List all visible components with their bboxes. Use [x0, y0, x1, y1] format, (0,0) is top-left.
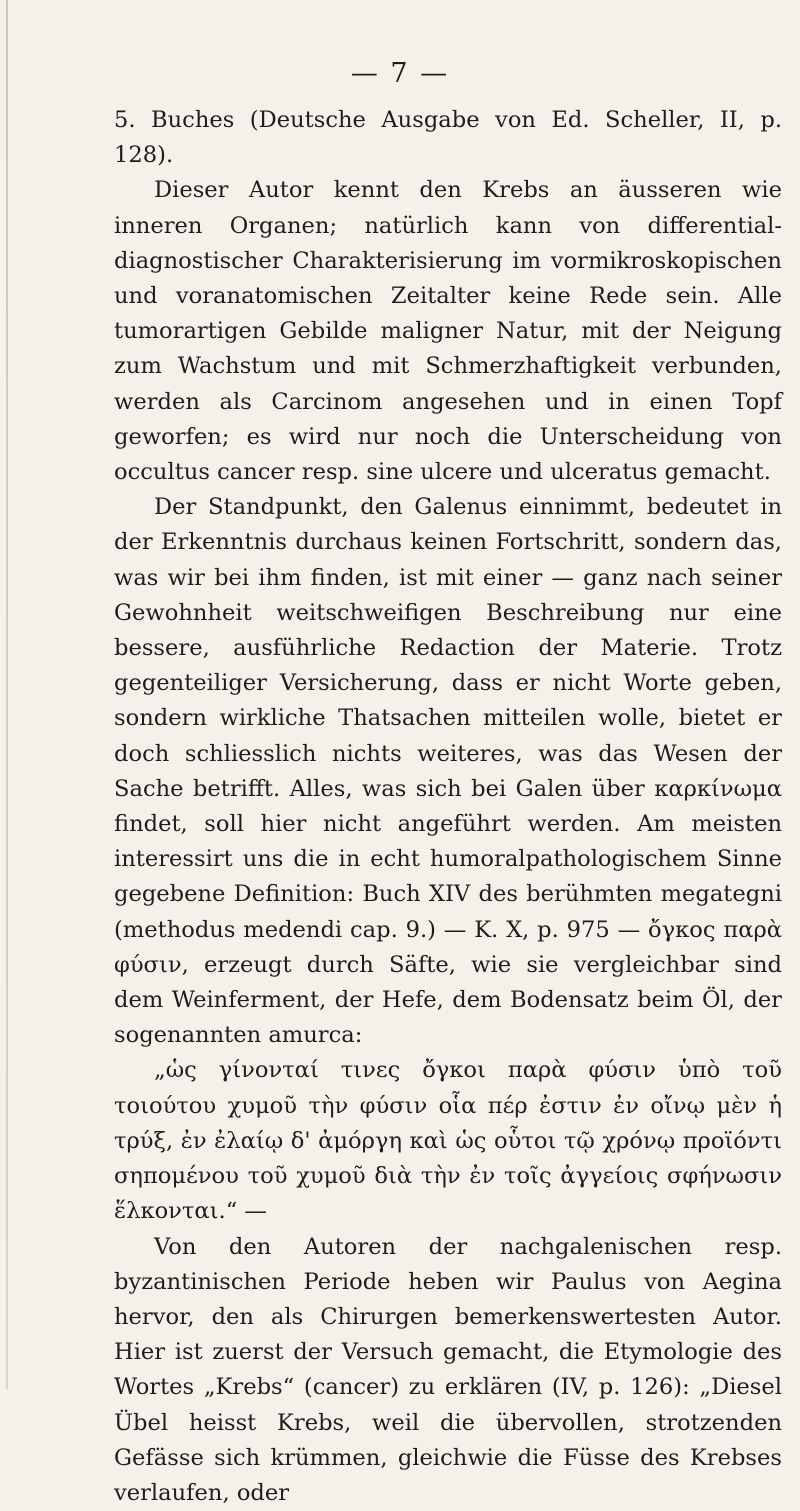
page-number: — 7 — [0, 58, 800, 89]
paragraph-1: 5. Buches (Deutsche Ausgabe von Ed. Scheller, II, p. 128). [114, 103, 782, 173]
greek-quotation: „ὡς γίνονταί τινες ὄγκοι παρὰ φύσιν ὑπὸ τοῦ τοιούτου χυμοῦ τὴν φύσιν οἷα πέρ ἐστιν ἐν οἴνῳ μὲν ἡ τρύξ, ἐν ἐλαίῳ δ' ἀμόργη καὶ ὡς οὗτοι τῷ χρόνῳ προϊόντι σηπομένου τοῦ χυμοῦ διὰ τὴν ἐν τοῖς ἀγγείοις σφήνωσιν ἕλκονται.“ — [114, 1053, 782, 1229]
body-text [114, 103, 782, 1511]
page-edge [6, 0, 8, 1389]
paragraph-2: Dieser Autor kennt den Krebs an äusseren wie inneren Organen; natürlich kann von differential-diagnostischer Charakterisierung im vormikroskopischen und voranatomischen Zeitalter keine Rede sein. Alle tumorartigen Gebilde maligner Natur, mit der Neigung zum Wachstum und mit Schmerzhaftigkeit verbunden, werden als Carcinom angesehen und in einen Topf geworfen; es wird nur noch die Unterscheidung von occultus cancer resp. sine ulcere und ulceratus gemacht. [114, 173, 782, 490]
paragraph-3: Der Standpunkt, den Galenus einnimmt, bedeutet in der Erkenntnis durchaus keinen Fortschritt, sondern das, was wir bei ihm finden, ist mit einer — ganz nach seiner Gewohnheit weitschweifigen Beschreibung nur eine bessere, ausführliche Redaction der Materie. Trotz gegenteiliger Versicherung, dass er nicht Worte geben, sondern wirkliche Thatsachen mitteilen wolle, bietet er doch schliesslich nichts weiteres, was das Wesen der Sache betrifft. Alles, was sich bei Galen über καρκίνωμα findet, soll hier nicht angeführt werden. Am meisten interessirt uns die in echt humoralpathologischem Sinne gegebene Definition: Buch XIV des berühmten megategni (methodus medendi cap. 9.) — K. X, p. 975 — ὄγκος παρὰ φύσιν, erzeugt durch Säfte, wie sie vergleichbar sind dem Weinferment, der Hefe, dem Bodensatz beim Öl, der sogenannten amurca: [114, 490, 782, 1053]
paragraph-5: Von den Autoren der nachgalenischen resp. byzantinischen Periode heben wir Paulus von Aegina hervor, den als Chirurgen bemerkenswertesten Autor. Hier ist zuerst der Versuch gemacht, die Etymologie des Wortes „Krebs“ (cancer) zu erklären (IV, p. 126): „Diesel Übel heisst Krebs, weil die übervollen, strotzenden Gefässe sich krümmen, gleichwie die Füsse des Krebses verlaufen, oder [114, 1230, 782, 1511]
